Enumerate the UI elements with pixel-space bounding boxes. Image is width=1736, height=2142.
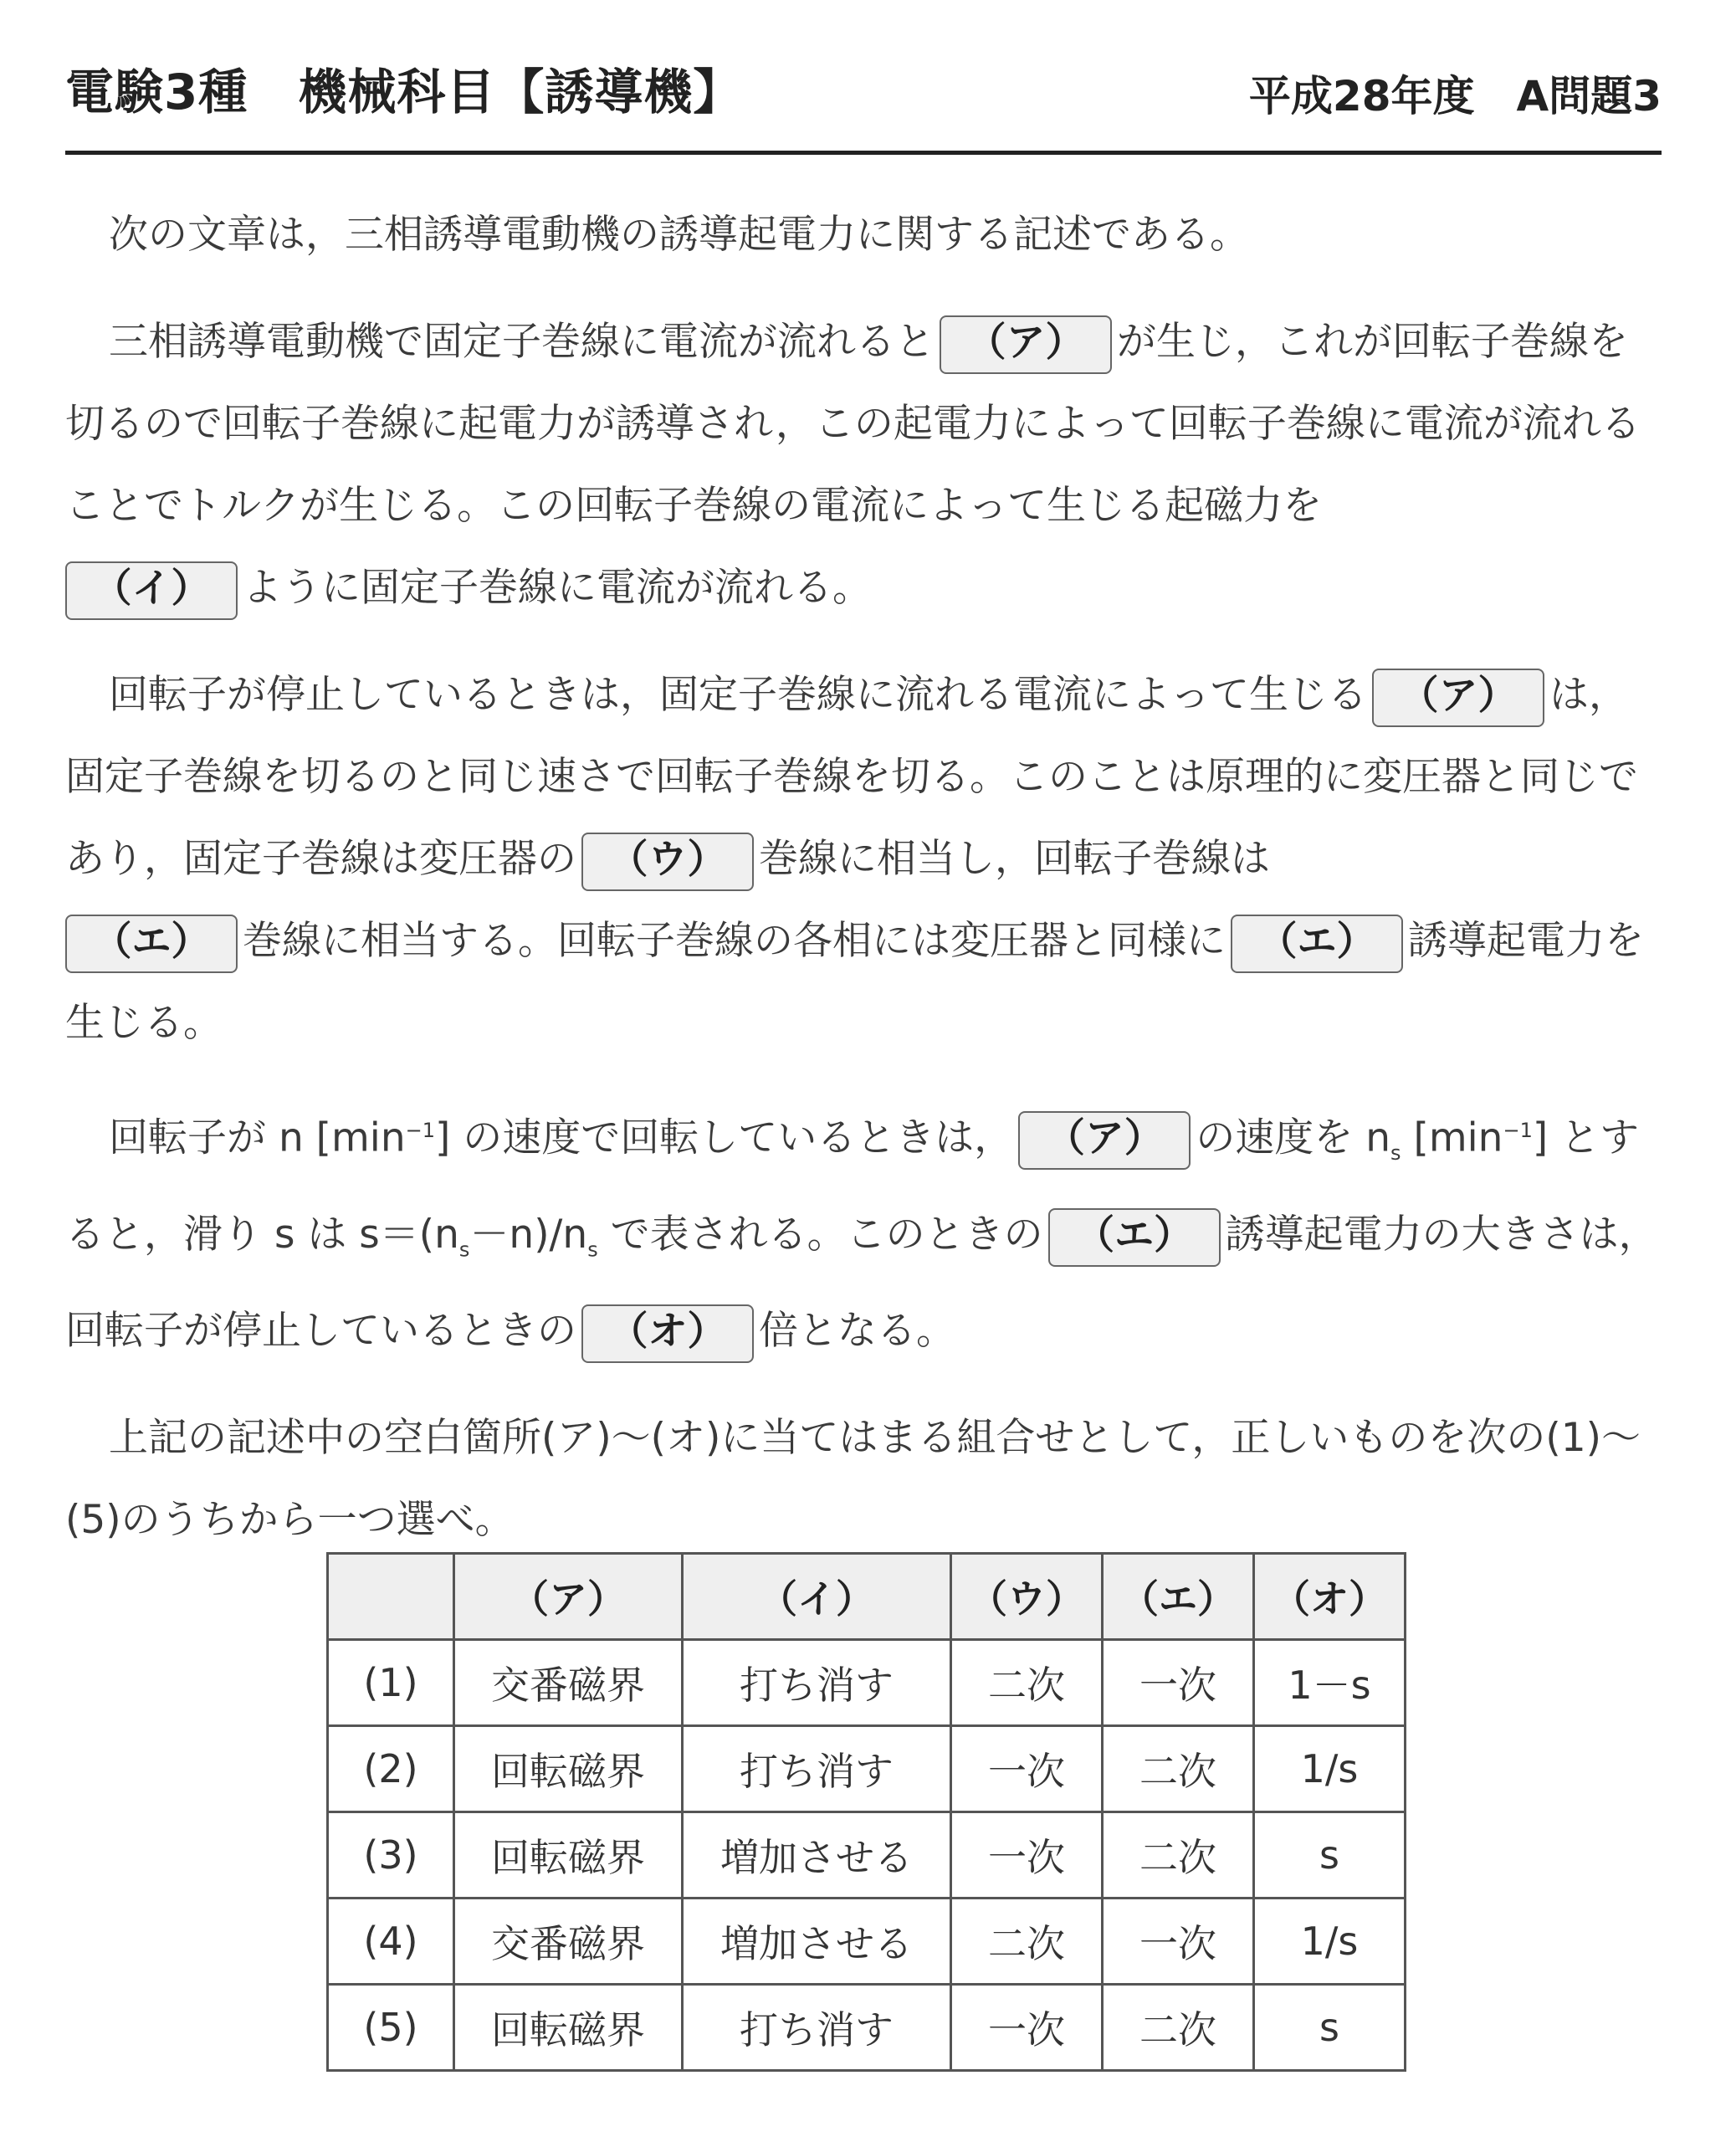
table-cell: 二次 [1103,1985,1254,2071]
choice-number: (2) [328,1726,454,1812]
table-cell: 二次 [1103,1812,1254,1899]
blank-o: （オ） [581,1304,754,1363]
table-cell: 一次 [1103,1899,1254,1985]
subject-label: 電験3種 [65,64,248,120]
table-cell: 交番磁界 [454,1899,683,1985]
choice-number: (4) [328,1899,454,1985]
text: ] の速度で回転しているときは， [435,1115,1014,1161]
superscript: −1 [405,1119,436,1142]
text: 誘導起電力を生じる。 [65,918,1644,1046]
table-cell: 打ち消す [683,1726,951,1812]
header-cell: （エ） [1103,1554,1254,1640]
blank-a: （ア） [1372,669,1544,727]
table-row [328,1899,1406,1985]
table-cell: 一次 [951,1812,1103,1899]
text: が生じ，これが回転子巻線を切るので回転子巻線に起電力が誘導され，この起電力によって回転子巻線に電流が流れることでトルクが生じる。この回転子巻線の電流によって生じる起磁力を [65,319,1641,529]
header-cell: （イ） [683,1554,951,1640]
table-cell: 増加させる [683,1812,951,1899]
header-cell [328,1554,454,1640]
choice-number: (3) [328,1812,454,1899]
blank-u: （ウ） [581,833,754,891]
table-cell: 1/s [1254,1899,1406,1985]
table-cell: s [1254,1985,1406,2071]
paragraph-2 [65,654,1663,1064]
table-cell: 二次 [1103,1726,1254,1812]
text: 回転子が停止しているときは，固定子巻線に流れる電流によって生じる [109,672,1367,718]
table-row [328,1726,1406,1812]
table-header-row [328,1554,1406,1640]
table-cell: 回転磁界 [454,1726,683,1812]
text: で表される。このときの [597,1212,1043,1258]
blank-i: （イ） [65,561,238,620]
choice-number: (1) [328,1640,454,1726]
table-row [328,1985,1406,2071]
table-cell: 一次 [951,1985,1103,2071]
table-row [328,1640,1406,1726]
header-cell: （ウ） [951,1554,1103,1640]
category-label: 機械科目【誘導機】 [298,64,743,120]
table-cell: 1－s [1254,1640,1406,1726]
question-number: A問題3 [1516,72,1662,120]
question-id [1249,63,1662,123]
intro-paragraph: 次の文章は，三相誘導電動機の誘導起電力に関する記述である。 [109,212,1249,258]
choice-number: (5) [328,1985,454,2071]
text: 回転子が n [min [109,1115,406,1161]
text: 倍となる。 [759,1308,955,1355]
table-cell: 一次 [1103,1640,1254,1726]
text: [min [1401,1115,1503,1161]
table-cell: 回転磁界 [454,1985,683,2071]
table-cell: 二次 [951,1640,1103,1726]
header-cell: （オ） [1254,1554,1406,1640]
text: 三相誘導電動機で固定子巻線に電流が流れると [109,319,935,365]
blank-e: （エ） [65,915,238,973]
subscript: s [458,1238,470,1262]
paragraph-3 [65,1089,1663,1372]
text: 巻線に相当し，回転子巻線は [759,836,1270,882]
superscript: −1 [1503,1119,1533,1142]
question-body [65,194,1663,1586]
instruction-paragraph: 上記の記述中の空白箇所(ア)～(オ)に当てはまる組合せとして，正しいものを次の(1)～(5)のうちから一つ選べ。 [65,1415,1641,1544]
table-cell: s [1254,1812,1406,1899]
table-cell: 一次 [951,1726,1103,1812]
blank-a: （ア） [1018,1111,1191,1170]
blank-a: （ア） [940,315,1112,374]
table-cell: 打ち消す [683,1640,951,1726]
subscript: s [587,1238,598,1262]
table-cell: 1/s [1254,1726,1406,1812]
text: －n)/n [469,1212,588,1258]
text: は，固定子巻線を切るのと同じ速さで回転子巻線を切る。このことは原理的に変圧器と同じであり，固定子巻線は変圧器の [65,672,1638,882]
blank-e: （エ） [1231,915,1403,973]
paragraph-1 [65,301,1663,629]
answer-choices-table [326,1552,1406,2072]
page-title [65,53,742,123]
table-row [328,1812,1406,1899]
text: ように固定子巻線に電流が流れる。 [243,565,872,611]
year-label: 平成28年度 [1248,72,1475,120]
header-cell: （ア） [454,1554,683,1640]
table-cell: 交番磁界 [454,1640,683,1726]
blank-e: （エ） [1048,1208,1221,1267]
text: 誘導起電力の大きさは，回転子が停止しているときの [65,1212,1658,1355]
table-cell: 増加させる [683,1899,951,1985]
text: の速度を n [1196,1115,1391,1161]
table-cell: 打ち消す [683,1985,951,2071]
text: ] とすると，滑り s は s＝(n [65,1115,1640,1258]
subscript: s [1390,1141,1401,1166]
table-cell: 二次 [951,1899,1103,1985]
text: 巻線に相当する。回転子巻線の各相には変圧器と同様に [243,918,1226,964]
table-cell: 回転磁界 [454,1812,683,1899]
page-header [65,46,1662,155]
